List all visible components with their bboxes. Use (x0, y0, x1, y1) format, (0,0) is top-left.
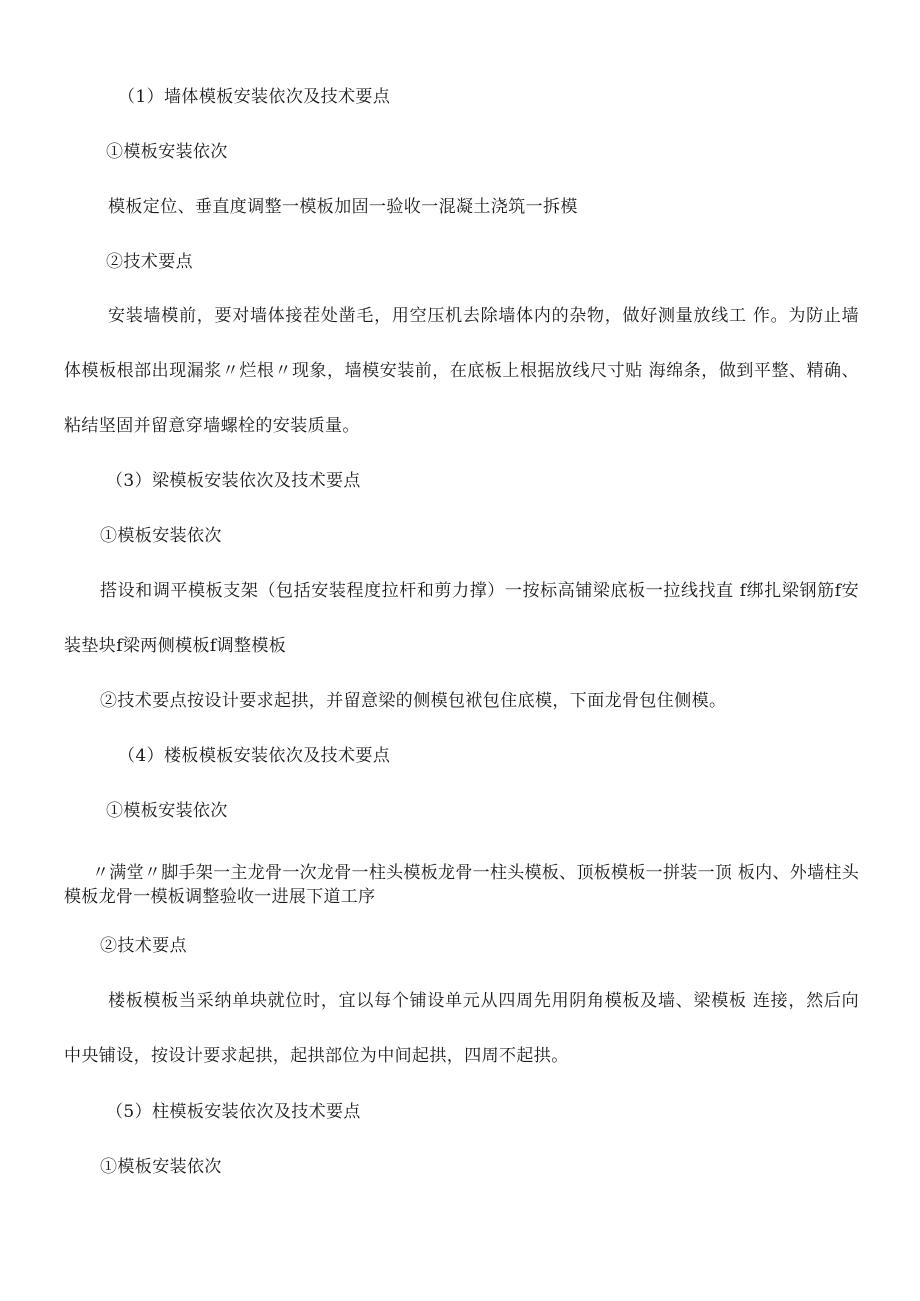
subheading-technical-points: ②技术要点 (100, 936, 187, 956)
section-heading-beam-formwork: （3）梁模板安装依次及技术要点 (106, 471, 361, 491)
paragraph-beam-technical-points: ②技术要点按设计要求起拱，并留意梁的侧模包袱包住底模，下面龙骨包住侧模。 (100, 691, 727, 711)
paragraph-slab-sequence: 〃满堂〃脚手架一主龙骨一次龙骨一柱头模板龙骨一柱头模板、顶板模板一拼装一顶 板内、外墙柱头模板龙骨一模板调整验收一进展下道工序 (64, 863, 859, 907)
subheading-installation-sequence: ①模板安装依次 (100, 526, 222, 546)
subheading-installation-sequence: ①模板安装依次 (106, 801, 228, 821)
subheading-installation-sequence: ①模板安装依次 (106, 142, 228, 162)
paragraph-wall-sequence: 模板定位、垂直度调整一模板加固一验收一混凝土浇筑一拆模 (108, 197, 578, 217)
section-heading-slab-formwork: （4）楼板模板安装依次及技术要点 (118, 746, 391, 766)
paragraph-slab-technical-points: 楼板模板当采纳单块就位时，宜以每个铺设单元从四周先用阴角模板及墙、梁模板 连接，然后向中央铺设，按设计要求起拱，起拱部位为中间起拱，四周不起拱。 (64, 991, 859, 1066)
subheading-installation-sequence: ①模板安装依次 (100, 1157, 222, 1177)
paragraph-wall-technical-points: 安装墙模前，要对墙体接茬处凿毛，用空压机去除墙体内的杂物，做好测量放线工 作。为防止墙体模板根部出现漏浆〃烂根〃现象，墙模安装前，在底板上根据放线尺寸贴 海绵条，做到平整、精确、粘结坚固并留意穿墙螺栓的安装质量。 (64, 306, 859, 436)
section-heading-column-formwork: （5）柱模板安装依次及技术要点 (106, 1102, 361, 1122)
paragraph-beam-sequence: 搭设和调平模板支架（包括安装程度拉杆和剪力撑）一按标高铺梁底板一拉线找直 f绑扎梁钢筋f安装垫块f梁两侧模板f调整模板 (64, 581, 859, 656)
section-heading-wall-formwork: （1）墙体模板安装依次及技术要点 (118, 87, 391, 107)
subheading-technical-points: ②技术要点 (106, 252, 193, 272)
